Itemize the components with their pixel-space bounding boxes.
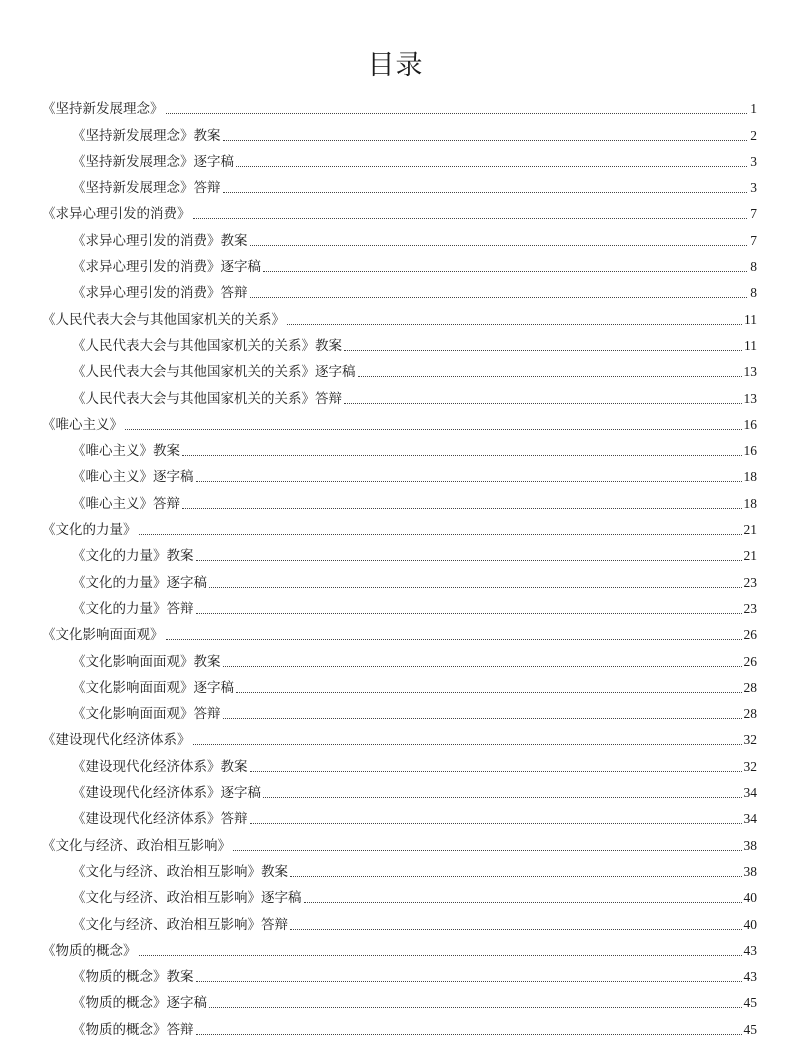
toc-entry-title: 《人民代表大会与其他国家机关的关系》	[42, 311, 285, 328]
dot-leader	[223, 140, 748, 141]
toc-subentry[interactable]	[42, 986, 757, 1012]
toc-page-number: 8	[750, 259, 757, 275]
toc-page-number: 13	[743, 364, 757, 380]
toc-entry-title: 《求异心理引发的消费》逐字稿	[72, 259, 261, 276]
toc-subentry[interactable]	[42, 434, 757, 460]
dot-leader	[209, 1007, 742, 1008]
toc-entry-title: 《建设现代化经济体系》教案	[72, 758, 248, 775]
toc-chapter-entry[interactable]	[42, 618, 757, 644]
dot-leader	[263, 271, 747, 272]
dot-leader	[223, 192, 748, 193]
toc-page-number: 23	[743, 574, 757, 590]
toc-entry-title: 《物质的概念》教案	[72, 969, 194, 986]
toc-entry-title: 《文化与经济、政治相互影响》	[42, 837, 231, 854]
toc-entry-title: 《文化影响面面观》教案	[72, 653, 221, 670]
toc-page-number: 43	[743, 942, 757, 958]
dot-leader	[223, 666, 742, 667]
toc-entry-title: 《人民代表大会与其他国家机关的关系》答辩	[72, 390, 342, 407]
toc-entry-title: 《唯心主义》	[42, 416, 123, 433]
dot-leader	[236, 166, 747, 167]
toc-page-number: 32	[743, 732, 757, 748]
toc-entry-title: 《物质的概念》	[42, 942, 137, 959]
toc-chapter-entry[interactable]	[42, 513, 757, 539]
toc-page-number: 21	[743, 548, 757, 564]
toc-chapter-entry[interactable]	[42, 408, 757, 434]
dot-leader	[263, 797, 742, 798]
dot-leader	[250, 771, 742, 772]
toc-entry-title: 《求异心理引发的消费》	[42, 206, 191, 223]
toc-entry-title: 《唯心主义》教案	[72, 443, 180, 460]
toc-page-number: 34	[743, 811, 757, 827]
toc-subentry[interactable]	[42, 776, 757, 802]
toc-chapter-entry[interactable]	[42, 828, 757, 854]
toc-chapter-entry[interactable]	[42, 197, 757, 223]
toc-subentry[interactable]	[42, 697, 757, 723]
dot-leader	[250, 297, 748, 298]
toc-page-number: 45	[743, 995, 757, 1011]
toc-page-number: 38	[743, 837, 757, 853]
toc-page-number: 34	[743, 785, 757, 801]
toc-page-number: 1	[750, 101, 757, 117]
toc-page-number: 13	[743, 390, 757, 406]
toc-entry-title: 《文化的力量》逐字稿	[72, 574, 207, 591]
toc-page-number: 32	[743, 758, 757, 774]
dot-leader	[344, 403, 742, 404]
dot-leader	[196, 981, 742, 982]
toc-page-number: 16	[743, 416, 757, 432]
toc-entry-title: 《坚持新发展理念》逐字稿	[72, 153, 234, 170]
toc-entry-title: 《唯心主义》答辩	[72, 495, 180, 512]
toc-subentry[interactable]	[42, 671, 757, 697]
toc-subentry[interactable]	[42, 881, 757, 907]
dot-leader	[193, 218, 748, 219]
toc-entry-title: 《求异心理引发的消费》答辩	[72, 285, 248, 302]
toc-subentry[interactable]	[42, 644, 757, 670]
toc-page-number: 7	[750, 232, 757, 248]
toc-page-number: 21	[743, 522, 757, 538]
toc-subentry[interactable]	[42, 539, 757, 565]
toc-subentry[interactable]	[42, 802, 757, 828]
dot-leader	[139, 955, 742, 956]
dot-leader	[304, 902, 742, 903]
toc-entry-title: 《文化影响面面观》逐字稿	[72, 679, 234, 696]
toc-page-number: 40	[743, 890, 757, 906]
toc-subentry[interactable]	[42, 855, 757, 881]
toc-page-number: 11	[744, 311, 757, 327]
toc-subentry[interactable]	[42, 171, 757, 197]
toc-entry-title: 《人民代表大会与其他国家机关的关系》教案	[72, 337, 342, 354]
toc-entry-title: 《坚持新发展理念》	[42, 101, 164, 118]
dot-leader	[290, 876, 742, 877]
dot-leader	[233, 850, 742, 851]
toc-subentry[interactable]	[42, 960, 757, 986]
toc-chapter-entry[interactable]	[42, 723, 757, 749]
toc-entry-title: 《建设现代化经济体系》答辩	[72, 811, 248, 828]
page-title: 目录	[367, 50, 424, 81]
toc-chapter-entry[interactable]	[42, 302, 757, 328]
toc-entry-title: 《建设现代化经济体系》逐字稿	[72, 785, 261, 802]
toc-chapter-entry[interactable]	[42, 934, 757, 960]
toc-page-number: 26	[743, 627, 757, 643]
toc-page-number: 26	[743, 653, 757, 669]
toc-subentry[interactable]	[42, 118, 757, 144]
dot-leader	[193, 744, 742, 745]
dot-leader	[290, 929, 742, 930]
toc-page-number: 38	[743, 863, 757, 879]
dot-leader	[223, 718, 742, 719]
dot-leader	[196, 613, 742, 614]
toc-entry-title: 《唯心主义》逐字稿	[72, 469, 194, 486]
toc-page-number: 3	[750, 153, 757, 169]
toc-subentry[interactable]	[42, 329, 757, 355]
toc-page-number: 2	[750, 127, 757, 143]
dot-leader	[250, 823, 742, 824]
toc-page-number: 40	[743, 916, 757, 932]
toc-page-number: 28	[743, 679, 757, 695]
toc-subentry[interactable]	[42, 592, 757, 618]
dot-leader	[236, 692, 742, 693]
dot-leader	[125, 429, 742, 430]
toc-page-number: 7	[750, 206, 757, 222]
toc-subentry[interactable]	[42, 565, 757, 591]
toc-page-number: 11	[744, 337, 757, 353]
dot-leader	[196, 560, 742, 561]
toc-subentry[interactable]	[42, 381, 757, 407]
toc-entry-title: 《物质的概念》逐字稿	[72, 995, 207, 1012]
toc-subentry[interactable]	[42, 460, 757, 486]
toc-subentry[interactable]	[42, 749, 757, 775]
toc-entry-title: 《文化与经济、政治相互影响》逐字稿	[72, 890, 302, 907]
dot-leader	[182, 508, 742, 509]
dot-leader	[209, 587, 742, 588]
toc-entry-title: 《建设现代化经济体系》	[42, 732, 191, 749]
toc-page-number: 43	[743, 969, 757, 985]
dot-leader	[139, 534, 742, 535]
toc-entry-title: 《坚持新发展理念》答辩	[72, 180, 221, 197]
toc-page-number: 28	[743, 706, 757, 722]
toc-subentry[interactable]	[42, 1012, 757, 1038]
dot-leader	[196, 1034, 742, 1035]
toc-page-number: 23	[743, 600, 757, 616]
toc-entry-title: 《人民代表大会与其他国家机关的关系》逐字稿	[72, 364, 356, 381]
toc-page-number: 3	[750, 180, 757, 196]
toc-subentry[interactable]	[42, 907, 757, 933]
toc-entry-title: 《坚持新发展理念》教案	[72, 127, 221, 144]
toc-subentry[interactable]	[42, 223, 757, 249]
toc-page-number: 18	[743, 469, 757, 485]
toc-subentry[interactable]	[42, 145, 757, 171]
dot-leader	[196, 481, 742, 482]
toc-entry-title: 《文化与经济、政治相互影响》答辩	[72, 916, 288, 933]
toc-entry-title: 《文化的力量》教案	[72, 548, 194, 565]
toc-page-number: 45	[743, 1021, 757, 1037]
toc-entry-title: 《求异心理引发的消费》教案	[72, 232, 248, 249]
toc-chapter-entry[interactable]	[42, 92, 757, 118]
dot-leader	[182, 455, 742, 456]
toc-entry-title: 《文化的力量》答辩	[72, 600, 194, 617]
dot-leader	[358, 376, 742, 377]
toc-subentry[interactable]	[42, 276, 757, 302]
toc-subentry[interactable]	[42, 355, 757, 381]
dot-leader	[166, 639, 742, 640]
toc-page-number: 16	[743, 443, 757, 459]
toc-page-number: 18	[743, 495, 757, 511]
dot-leader	[287, 324, 742, 325]
dot-leader	[344, 350, 742, 351]
toc-entry-title: 《物质的概念》答辩	[72, 1021, 194, 1038]
table-of-contents	[42, 92, 757, 1039]
toc-subentry[interactable]	[42, 250, 757, 276]
toc-subentry[interactable]	[42, 486, 757, 512]
toc-entry-title: 《文化影响面面观》	[42, 627, 164, 644]
toc-entry-title: 《文化影响面面观》答辩	[72, 706, 221, 723]
toc-entry-title: 《文化与经济、政治相互影响》教案	[72, 863, 288, 880]
toc-page-number: 8	[750, 285, 757, 301]
dot-leader	[166, 113, 748, 114]
toc-entry-title: 《文化的力量》	[42, 522, 137, 539]
dot-leader	[250, 245, 748, 246]
